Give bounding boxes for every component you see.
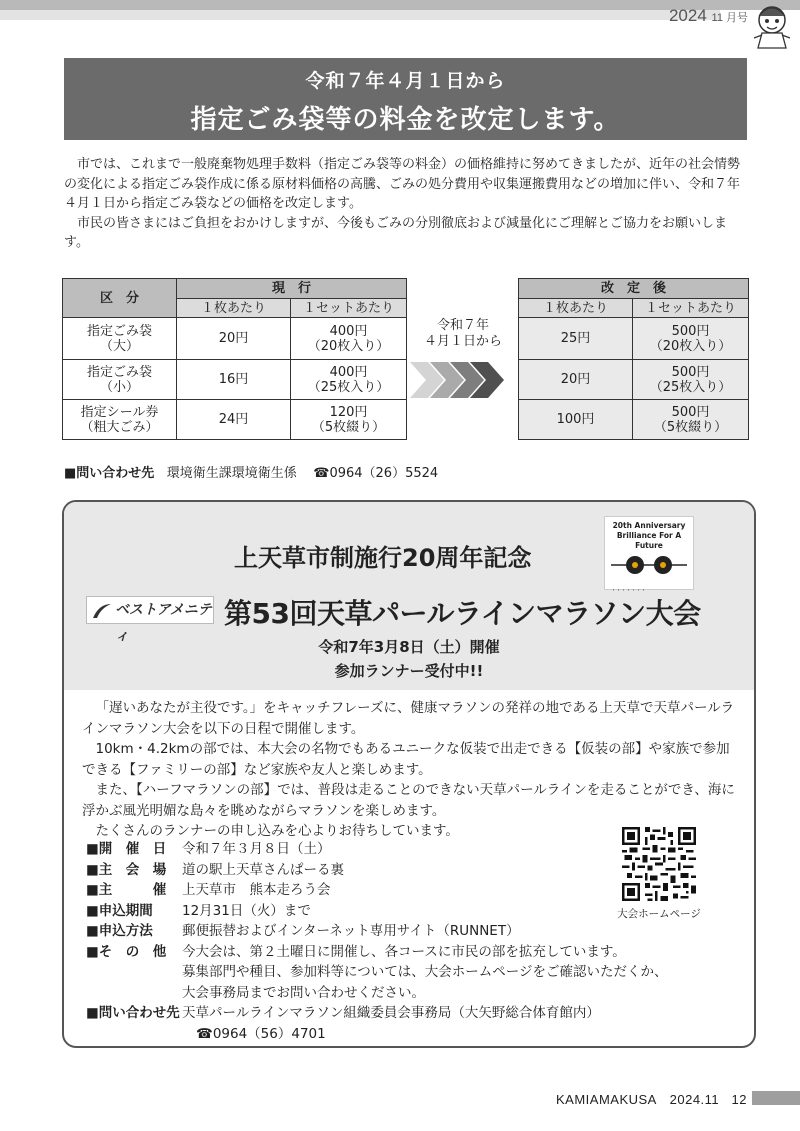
page-footer: [556, 1089, 747, 1108]
marathon-paragraph: 「遅いあなたが主役です。」をキャッチフレーズに、健康マラソンの発祥の地である上天草で天草パールラインマラソン大会を以下の日程で開催します。: [82, 700, 735, 737]
set-note: （5枚綴り）: [311, 419, 386, 435]
unit-price: 20円: [519, 360, 633, 400]
sponsor-name: ベストアメニティ: [115, 602, 212, 644]
sponsor-logo: [86, 596, 214, 644]
info-value: 郵便振替およびインターネット専用サイト（RUNNET）: [182, 923, 520, 939]
info-row-period: [86, 901, 667, 922]
unit-price: 100円: [519, 400, 633, 440]
contact-dept: 環境衛生課環境衛生係: [166, 466, 297, 481]
set-price: 400円: [329, 364, 368, 380]
unit-price: 25円: [519, 318, 633, 360]
item-size: （粗大ごみ）: [80, 419, 159, 435]
anniversary-small-text: ・・・・・・・: [611, 588, 647, 594]
col-category: 区 分: [63, 279, 177, 318]
anniversary-line2: Brilliance For A Future: [616, 531, 682, 550]
chevron-arrows-icon: [410, 362, 510, 398]
info-row-method: [86, 921, 667, 942]
info-label: ■申込期間: [86, 902, 153, 919]
current-fee-table: [62, 278, 407, 440]
set-price: 500円: [671, 323, 710, 339]
info-continuation: 募集部門や種目、参加料等については、大会ホームページをご確認いただくか、: [182, 964, 668, 980]
revised-group-header: 改 定 後: [519, 279, 749, 299]
intro-paragraph-1: 市では、これまで一般廃棄物処理手数料（指定ごみ袋等の料金）の価格維持に努めてきましたが、近年の社会情勢の変化による指定ごみ袋作成に係る原材料価格の高騰、ごみの処分費用や収集運搬費用などの増加に伴い、令和７年４月１日から指定ごみ袋などの価格を改定します。: [64, 157, 741, 211]
table-row: [63, 400, 407, 440]
info-value: 12月31日（火）まで: [182, 902, 311, 919]
issue-year: 2024: [668, 6, 707, 25]
set-price: 500円: [671, 364, 710, 380]
info-value: 道の駅上天草さんぱーる裏: [182, 861, 344, 878]
issue-month: 11 月号: [711, 12, 748, 24]
table-row: [519, 400, 749, 440]
contact-label: ■問い合わせ先: [64, 466, 155, 481]
marathon-recruit: 参加ランナー受付中!!: [334, 662, 484, 680]
marathon-info-list: [86, 839, 667, 1044]
set-note: （5枚綴り）: [653, 419, 728, 435]
marathon-paragraph: たくさんのランナーの申し込みを心よりお待ちしています。: [95, 823, 459, 839]
marathon-header: [64, 502, 754, 690]
fee-revision-banner: [64, 58, 747, 140]
qr-caption: 大会ホームページ: [617, 908, 701, 920]
info-label: ■申込方法: [86, 923, 153, 939]
info-row-contact: [86, 1003, 667, 1024]
info-label: ■主 会 場: [86, 861, 167, 878]
table-row: [63, 360, 407, 400]
info-value: 上天草市 熊本走ろう会: [182, 882, 331, 898]
page-number: 12: [731, 1092, 747, 1107]
item-name: 指定ごみ袋: [86, 364, 152, 380]
intro-text: [64, 155, 750, 253]
unit-price: 16円: [177, 360, 291, 400]
banner-title: 指定ごみ袋等の料金を改定します。: [190, 105, 621, 135]
col-per-set: １セットあたり: [633, 299, 749, 318]
set-note: （20枚入り）: [307, 338, 390, 354]
qr-code-icon[interactable]: [622, 827, 696, 901]
marathon-date: 令和7年3月8日（土）開催: [318, 638, 500, 656]
set-note: （25枚入り）: [649, 379, 732, 395]
set-note: （25枚入り）: [307, 379, 390, 395]
transition-date: ４月１日から: [423, 334, 502, 349]
marathon-paragraph: また、【ハーフマラソンの部】では、普段は走ることのできない天草パールラインを走ることができ、海に浮かぶ風光明媚な島々を眺めながらマラソンを楽しめます。: [82, 782, 735, 819]
issue-label: [669, 6, 748, 26]
table-row: [519, 318, 749, 360]
info-continuation: 大会事務局までお問い合わせください。: [182, 984, 425, 1001]
marathon-anniversary-title: 上天草市制施行20周年記念: [234, 544, 532, 572]
info-row-other: [86, 942, 667, 963]
col-per-unit: １枚あたり: [177, 299, 291, 318]
info-value: 今大会は、第２土曜日に開催し、各コースに市民の部を拡充しています。: [182, 943, 626, 960]
sponsor-swoosh-icon: [91, 602, 113, 620]
transition-note: [413, 318, 513, 350]
anniversary-emblem-icon: [605, 551, 693, 581]
unit-price: 24円: [177, 400, 291, 440]
mascot-icon: [750, 2, 794, 52]
table-row: [519, 360, 749, 400]
footer-magazine: KAMIAMAKUSA 2024.11: [556, 1092, 720, 1107]
marathon-section: [62, 500, 756, 1048]
set-price: 120円: [329, 404, 368, 420]
transition-year: 令和７年: [436, 318, 489, 333]
info-label: ■そ の 他: [86, 943, 167, 960]
info-label: ■主 催: [86, 882, 167, 898]
unit-price: 20円: [177, 318, 291, 360]
info-value: 天草パールラインマラソン組織委員会事務局（大矢野総合体育館内）: [182, 1005, 600, 1021]
set-price: 400円: [329, 323, 368, 339]
marathon-description: [82, 698, 742, 842]
marathon-title: 第53回天草パールラインマラソン大会: [224, 597, 701, 630]
item-name: 指定ごみ袋: [86, 323, 152, 339]
fee-contact: [64, 462, 438, 481]
set-note: （20枚入り）: [649, 338, 732, 354]
item-name: 指定シール券: [80, 404, 159, 420]
table-row: [63, 318, 407, 360]
item-size: （小）: [99, 379, 139, 395]
set-price: 500円: [671, 404, 710, 420]
intro-paragraph-2: 市民の皆さまにはご負担をおかけしますが、今後もごみの分別徹底および減量化にご理解とご協力をお願いします。: [64, 215, 728, 250]
info-row-host: [86, 880, 667, 901]
info-label: ■問い合わせ先: [86, 1005, 180, 1021]
info-label: ■開 催 日: [86, 841, 167, 857]
info-contact-phone: ☎0964（56）4701: [196, 1025, 326, 1042]
marathon-paragraph: 10km・4.2kmの部では、本大会の名物でもあるユニークな仮装で出走できる【仮装の部】や家族で参加できる【ファミリーの部】など家族や友人と楽しめます。: [82, 741, 730, 778]
item-size: （大）: [99, 338, 139, 354]
current-group-header: 現 行: [177, 279, 407, 299]
col-per-unit: １枚あたり: [519, 299, 633, 318]
info-row-date: [86, 839, 667, 860]
top-band-light: [0, 10, 720, 20]
footer-bar: [752, 1091, 800, 1105]
anniversary-line1: 20th Anniversary: [612, 521, 686, 530]
anniversary-logo: [604, 516, 694, 594]
info-row-venue: [86, 860, 667, 881]
contact-phone: ☎0964（26）5524: [313, 466, 439, 481]
banner-subtitle: 令和７年４月１日から: [305, 70, 506, 92]
col-per-set: １セットあたり: [291, 299, 407, 318]
info-value: 令和７年３月８日（土）: [182, 841, 331, 857]
revised-fee-table: [518, 278, 749, 440]
